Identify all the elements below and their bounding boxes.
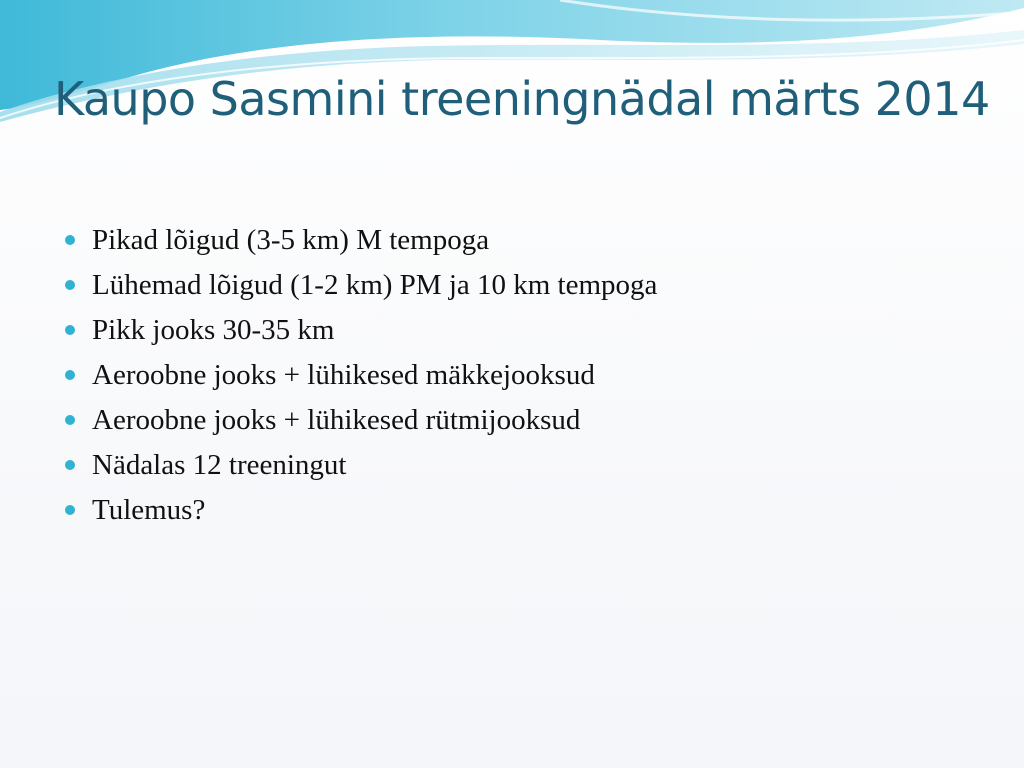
bullet-text: Pikad lõigud (3-5 km) M tempoga <box>92 224 490 256</box>
list-item <box>62 218 962 263</box>
bullet-text: Lühemad lõigud (1-2 km) PM ja 10 km tempoga <box>92 269 658 301</box>
bullet-icon <box>65 370 75 380</box>
bullet-text: Nädalas 12 treeningut <box>92 449 347 481</box>
slide-title: Kaupo Sasmini treeningnädal märts 2014 <box>54 72 990 126</box>
bullet-text: Pikk jooks 30-35 km <box>92 314 335 346</box>
bullet-icon <box>65 505 75 515</box>
list-item <box>62 398 962 443</box>
bullet-icon <box>65 325 75 335</box>
bullet-text: Aeroobne jooks + lühikesed rütmijooksud <box>92 404 581 436</box>
list-item <box>62 263 962 308</box>
list-item <box>62 443 962 488</box>
bullet-text: Aeroobne jooks + lühikesed mäkkejooksud <box>92 359 595 391</box>
bullet-icon <box>65 460 75 470</box>
list-item <box>62 353 962 398</box>
bullet-text: Tulemus? <box>92 494 206 526</box>
bullet-icon <box>65 235 75 245</box>
list-item <box>62 308 962 353</box>
bullet-icon <box>65 415 75 425</box>
list-item <box>62 488 962 533</box>
bullet-list <box>62 218 962 533</box>
bullet-icon <box>65 280 75 290</box>
